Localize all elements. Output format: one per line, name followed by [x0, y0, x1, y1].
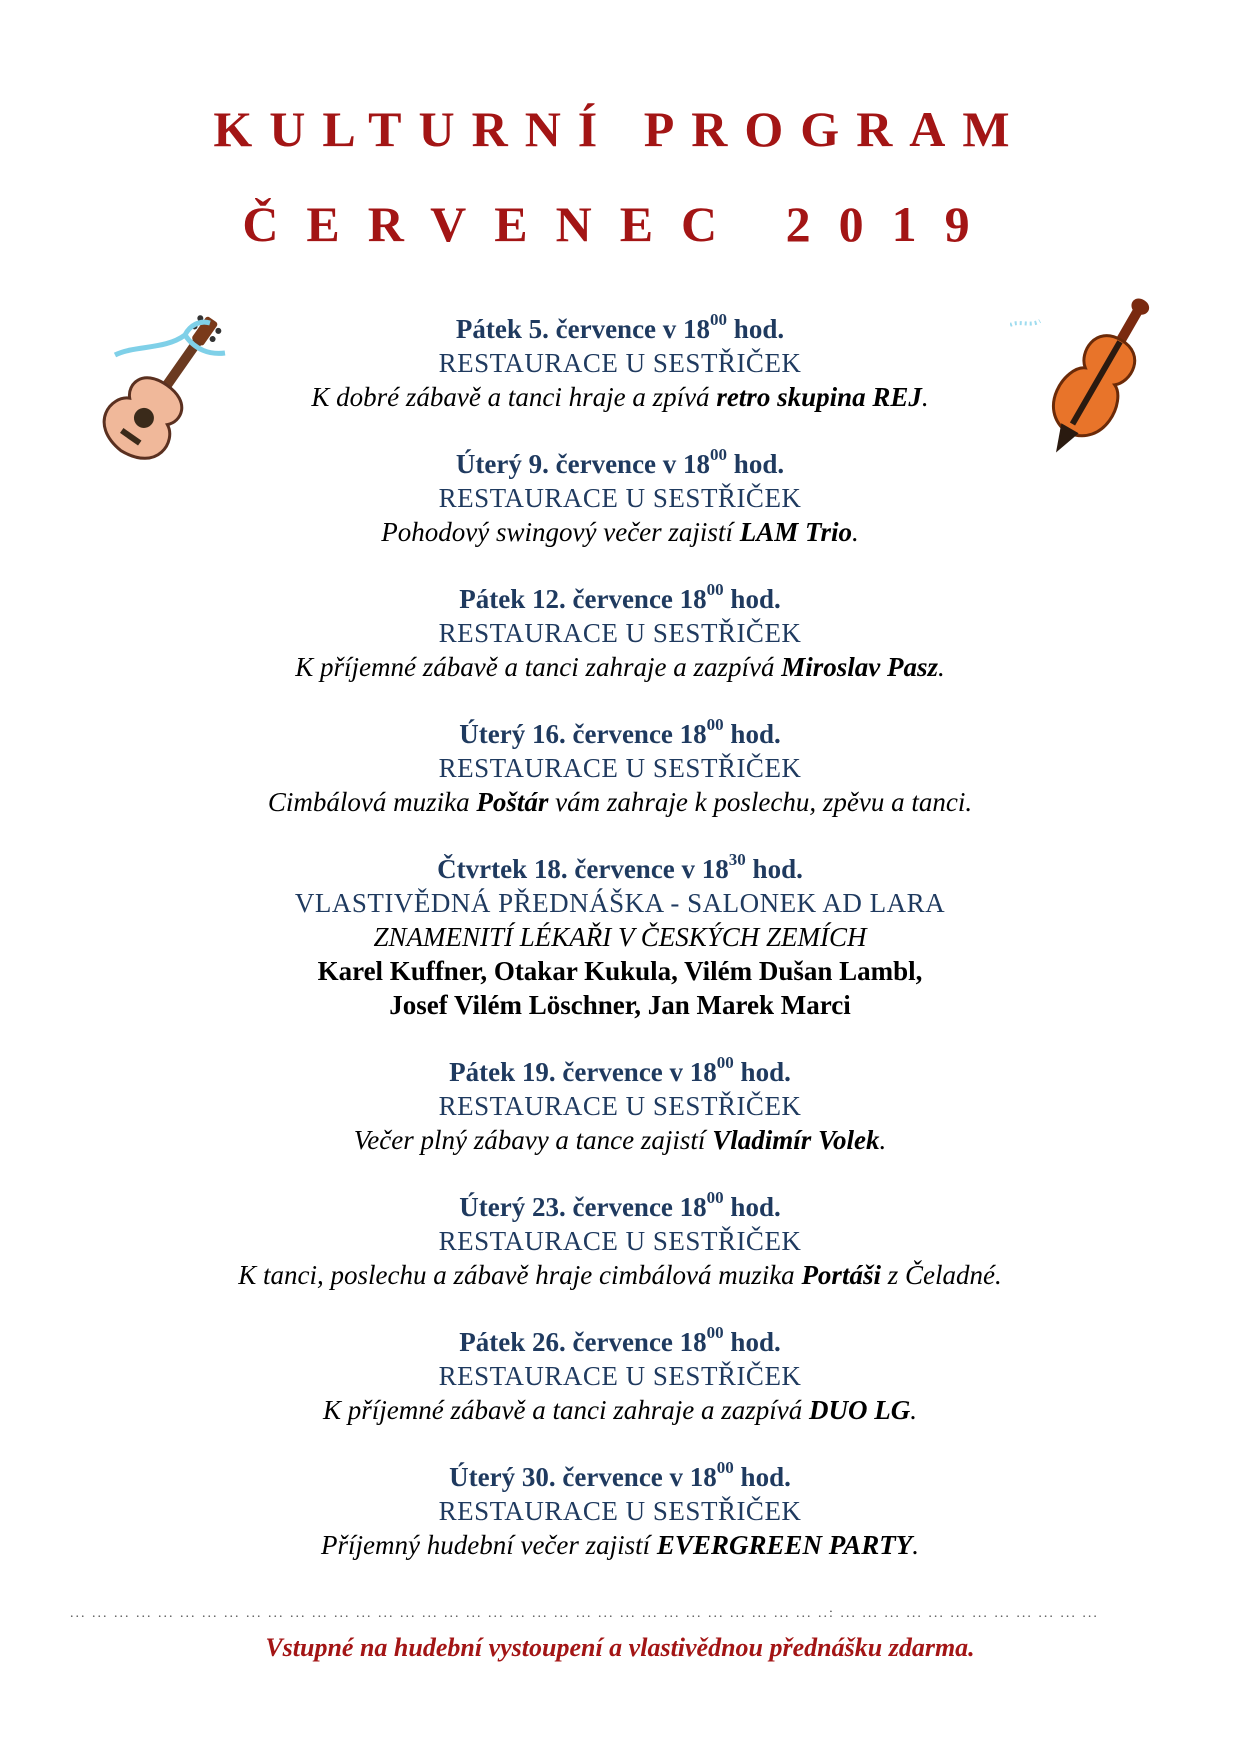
event-date: Úterý 9. července v $18^{00}$ hod.	[455, 445, 785, 479]
event-item	[0, 717, 1240, 819]
event-description: Cimbálová muzika Poštár vám zahraje k poslechu, zpěvu a tanci.	[267, 787, 973, 817]
event-item	[0, 582, 1240, 684]
lecture-speakers: Karel Kuffner, Otakar Kukula, Vilém Dušan Lambl,	[317, 956, 923, 986]
event-date: Úterý 16. července $18^{00}$ hod.	[459, 715, 781, 749]
event-item	[0, 1055, 1240, 1157]
event-description: Příjemný hudební večer zajistí EVERGREEN PARTY.	[321, 1530, 919, 1560]
event-date: Čtvrtek 18. července v $18^{30}$ hod.	[437, 850, 803, 884]
page-subtitle: ČERVENEC 2019	[242, 196, 998, 252]
event-venue: RESTAURACE U SESTŘIČEK	[438, 618, 802, 648]
event-venue: RESTAURACE U SESTŘIČEK	[438, 753, 802, 783]
event-date: Úterý 30. července v $18^{00}$ hod.	[449, 1458, 791, 1492]
event-description: K příjemné zábavě a tanci zahraje a zazpívá DUO LG.	[323, 1395, 917, 1425]
event-venue: RESTAURACE U SESTŘIČEK	[438, 483, 802, 513]
event-date: Úterý 23. července $18^{00}$ hod.	[459, 1188, 781, 1222]
event-description: Večer plný zábavy a tance zajistí Vladimír Volek.	[353, 1125, 887, 1155]
event-venue: RESTAURACE U SESTŘIČEK	[438, 1091, 802, 1121]
event-date: Pátek 26. července $18^{00}$ hod.	[459, 1323, 781, 1357]
event-venue: RESTAURACE U SESTŘIČEK	[438, 1496, 802, 1526]
lecture-speakers: Josef Vilém Löschner, Jan Marek Marci	[389, 990, 851, 1020]
event-venue: RESTAURACE U SESTŘIČEK	[438, 348, 802, 378]
event-description: K tanci, poslechu a zábavě hraje cimbálová muzika Portáši z Čeladné.	[238, 1260, 1002, 1290]
dotted-separator: ... ... ... ... ... ... ... ... ... ... ... ... ... ... ... ... ... ... ... ... ... ... ... ... ... ... ... ... ... ... ... ... ... ... ..: ... ... ... ... ... ... ... ... ... ... ... ...	[70, 1606, 1099, 1621]
page-title: KULTURNÍ PROGRAM	[213, 101, 1027, 157]
event-description: K příjemné zábavě a tanci zahraje a zazpívá Miroslav Pasz.	[295, 652, 945, 682]
event-item	[0, 1460, 1240, 1562]
lecture-topic: ZNAMENITÍ LÉKAŘI V ČESKÝCH ZEMÍCH	[373, 922, 867, 952]
event-date: Pátek 12. července $18^{00}$ hod.	[459, 580, 781, 614]
event-item	[0, 312, 1240, 414]
event-list	[0, 312, 1240, 1595]
event-item	[0, 1325, 1240, 1427]
event-venue: RESTAURACE U SESTŘIČEK	[438, 1361, 802, 1391]
event-date: Pátek 5. července v $18^{00}$ hod.	[455, 310, 785, 344]
event-venue: RESTAURACE U SESTŘIČEK	[438, 1226, 802, 1256]
footer-note: Vstupné na hudební vystoupení a vlastivědnou přednášku zdarma.	[265, 1633, 975, 1662]
event-description: Pohodový swingový večer zajistí LAM Trio.	[381, 517, 859, 547]
event-venue: VLASTIVĚDNÁ PŘEDNÁŠKA - SALONEK AD LARA	[294, 888, 946, 918]
event-date: Pátek 19. července v $18^{00}$ hod.	[449, 1053, 791, 1087]
event-description: K dobré zábavě a tanci hraje a zpívá retro skupina REJ.	[311, 382, 929, 412]
event-item-lecture	[0, 852, 1240, 1022]
event-item	[0, 1190, 1240, 1292]
event-item	[0, 447, 1240, 549]
